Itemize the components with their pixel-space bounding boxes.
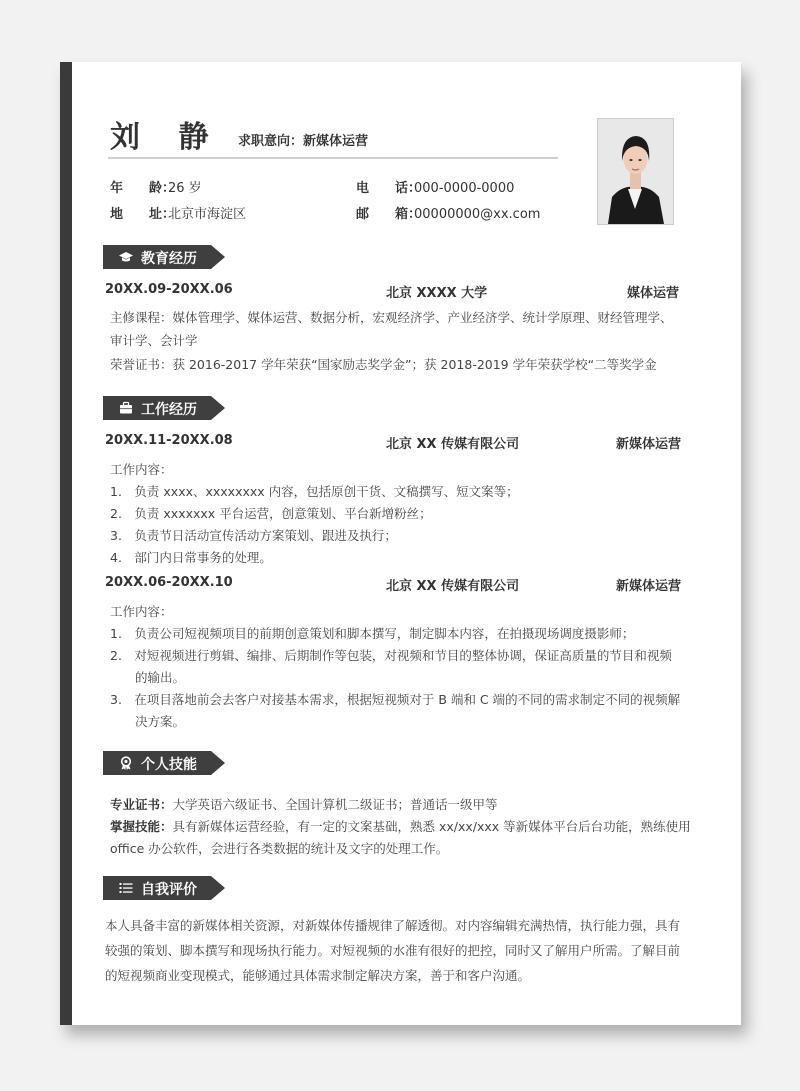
age-value: 26 岁 (168, 181, 202, 196)
skills-mastered (110, 817, 691, 835)
work-2-item: 2. 对短视频进行剪辑、编排、后期制作等包装，对视频和节目的整体协调，保证高质量的节目和视频 (110, 648, 672, 663)
info-email (356, 203, 540, 222)
email-value: 00000000@xx.com (414, 207, 541, 222)
section-title-work: 工作经历 (141, 402, 197, 418)
section-title-evaluation: 自我评价 (141, 882, 197, 898)
work-2-content-label: 工作内容： (110, 604, 173, 619)
work-1-content-label: 工作内容： (110, 462, 173, 477)
work-2-item: 1. 负责公司短视频项目的前期创意策划和脚本撰写，制定脚本内容，在拍摄现场调度摄影师； (110, 626, 635, 641)
age-label: 年 龄： (110, 181, 176, 196)
work-1-date: 20XX.11-20XX.08 (105, 433, 233, 448)
work-1-company: 北京 XX 传媒有限公司 (386, 437, 520, 452)
list-icon (119, 881, 133, 895)
work-2-date: 20XX.06-20XX.10 (105, 575, 233, 590)
skills-cert-value: 大学英语六级证书、全国计算机二级证书；普通话一级甲等 (172, 797, 498, 812)
work-2-item: 的输出。 (110, 670, 186, 685)
header-divider (108, 157, 558, 159)
email-label: 邮 箱： (356, 207, 422, 222)
section-header-education (103, 245, 225, 269)
work-2-item: 决方案。 (110, 714, 186, 729)
work-2-role: 新媒体运营 (616, 579, 682, 594)
info-phone (356, 177, 514, 196)
info-age (110, 177, 202, 196)
work-1-item: 1. 负责 xxxx、xxxxxxxx 内容，包括原创干货、文稿撰写、短文案等； (110, 484, 519, 499)
skills-mastered-line-2: office 办公软件，会进行各类数据的统计及文字的处理工作。 (110, 841, 449, 856)
section-title-education: 教育经历 (141, 251, 197, 267)
job-intent-value: 新媒体运营 (303, 134, 369, 149)
skills-cert-label: 专业证书： (110, 797, 173, 812)
graduation-cap-icon (119, 250, 133, 264)
edu-courses-line-2: 审计学、会计学 (110, 333, 198, 348)
edu-date: 20XX.09-20XX.06 (105, 282, 233, 297)
section-header-work (103, 396, 225, 420)
evaluation-line: 的短视频商业变现模式，能够通过具体需求制定解决方案，善于和客户沟通。 (105, 968, 531, 983)
work-1-role: 新媒体运营 (616, 437, 682, 452)
work-1-item: 3. 负责节日活动宣传活动方案策划、跟进及执行； (110, 528, 397, 543)
work-1-item: 2. 负责 xxxxxxx 平台运营，创意策划、平台新增粉丝； (110, 506, 432, 521)
candidate-name: 刘 静 (110, 120, 223, 155)
edu-school: 北京 XXXX 大学 (386, 286, 488, 301)
briefcase-icon (119, 401, 133, 415)
left-accent-bar (60, 62, 72, 1025)
award-ribbon-icon (119, 756, 133, 770)
profile-photo (597, 118, 674, 225)
address-value: 北京市海淀区 (168, 207, 247, 222)
resume-page (60, 62, 741, 1025)
work-1-item: 4. 部门内日常事务的处理。 (110, 550, 272, 565)
skills-certificates (110, 795, 498, 813)
edu-honors: 荣誉证书：获 2016-2017 学年荣获“国家励志奖学金”；获 2018-2019 学年荣获学校“二等奖学金 (110, 357, 657, 372)
phone-value: 000-0000-0000 (414, 181, 515, 196)
evaluation-line: 本人具备丰富的新媒体相关资源，对新媒体传播规律了解透彻。对内容编辑充满热情，执行能力强，具有 (105, 918, 681, 933)
job-intent (238, 130, 368, 149)
section-header-evaluation (103, 876, 225, 900)
work-2-company: 北京 XX 传媒有限公司 (386, 579, 520, 594)
job-intent-label: 求职意向： (238, 134, 304, 149)
skills-master-value: 具有新媒体运营经验，有一定的文案基础，熟悉 xx/xx/xxx 等新媒体平台后台功能，熟练使用 (172, 819, 691, 834)
phone-label: 电 话： (356, 181, 422, 196)
skills-master-label: 掌握技能： (110, 819, 173, 834)
info-address (110, 203, 246, 222)
edu-courses-line-1: 主修课程：媒体管理学、媒体运营、数据分析，宏观经济学、产业经济学、统计学原理、财经管理学、 (110, 310, 673, 325)
edu-major: 媒体运营 (627, 286, 680, 301)
work-2-item: 3. 在项目落地前会去客户对接基本需求，根据短视频对于 B 端和 C 端的不同的需求制定不同的视频解 (110, 692, 681, 707)
address-label: 地 址： (110, 207, 176, 222)
section-title-skills: 个人技能 (141, 757, 197, 773)
evaluation-line: 较强的策划、脚本撰写和现场执行能力。对短视频的水准有很好的把控，同时又了解用户所需。了解目前 (105, 943, 681, 958)
section-header-skills (103, 751, 225, 775)
